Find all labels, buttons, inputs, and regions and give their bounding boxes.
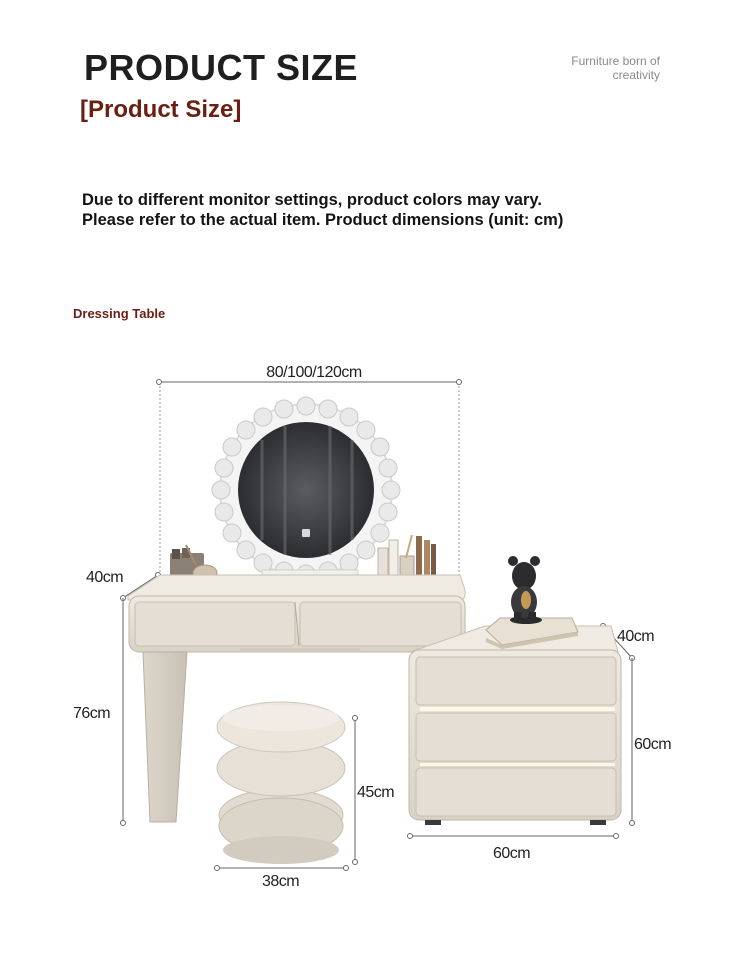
round-mirror — [212, 397, 400, 583]
section-label: Dressing Table — [73, 306, 166, 321]
tagline-line-2: creativity — [612, 68, 660, 83]
cosmetics-right — [378, 535, 436, 578]
side-cabinet — [409, 626, 621, 825]
notice-line-1: Due to different monitor settings, product colors may vary. — [82, 191, 542, 209]
stool-height-label: 45cm — [357, 784, 395, 801]
cabinet-height-label: 60cm — [634, 736, 672, 753]
boucle-stool — [217, 702, 345, 864]
cabinet-width-label: 60cm — [493, 845, 531, 862]
width-label: 80/100/120cm — [266, 364, 362, 381]
cabinet-depth-label: 40cm — [617, 628, 655, 645]
table-depth-label: 40cm — [86, 569, 124, 586]
notice-line-2: Please refer to the actual item. Product dimensions (unit: cm) — [82, 211, 564, 230]
tagline-line-1: Furniture born of — [571, 54, 660, 68]
page-title: PRODUCT SIZE — [84, 47, 359, 88]
stool-width-label: 38cm — [262, 873, 300, 890]
page-subtitle: [Product Size] — [80, 96, 242, 123]
decor-books-bear — [486, 556, 578, 649]
table-height-label: 76cm — [73, 705, 111, 722]
